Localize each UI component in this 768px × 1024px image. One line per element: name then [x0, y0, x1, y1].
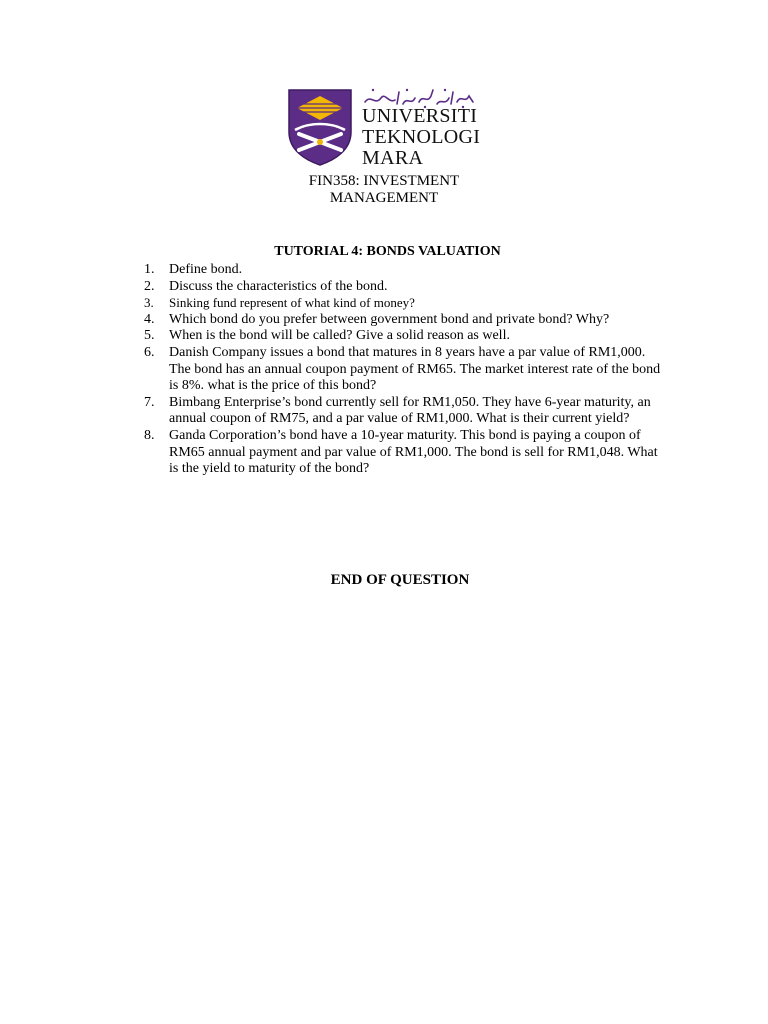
tutorial-title: TUTORIAL 4: BONDS VALUATION	[274, 244, 501, 259]
question-item	[144, 428, 664, 478]
question-number: 4.	[144, 311, 155, 327]
question-item	[144, 328, 664, 345]
question-number: 5.	[144, 328, 155, 344]
question-number: 8.	[144, 427, 155, 443]
question-item	[144, 395, 664, 428]
question-text: Which bond do you prefer between government bond and private bond? Why?	[169, 311, 610, 327]
question-number: 1.	[144, 262, 155, 277]
question-text: Discuss the characteristics of the bond.	[169, 278, 388, 294]
question-item	[144, 345, 664, 395]
course-title	[0, 173, 768, 207]
university-name	[362, 106, 480, 169]
uitm-logo	[287, 86, 482, 169]
end-of-question: END OF QUESTION	[330, 572, 470, 588]
question-item	[144, 279, 664, 296]
university-name-line-2: TEKNOLOGI	[362, 126, 481, 148]
question-text: Ganda Corporation’s bond have a 10-year maturity. This bond is paying a coupon of RM65 annual payment and par value of RM1,000. The bond is sell for RM1,048. What is the yield to maturity of the bond?	[169, 427, 658, 477]
course-title-line-1: FIN358: INVESTMENT	[308, 173, 460, 189]
question-number: 3.	[144, 295, 154, 311]
course-title-line-2: MANAGEMENT	[329, 190, 439, 206]
question-text: When is the bond will be called? Give a solid reason as well.	[169, 328, 510, 344]
question-text: Bimbang Enterprise’s bond currently sell for RM1,050. They have 6-year maturity, an annual coupon of RM75, and a par value of RM1,000. What is their current yield?	[169, 394, 651, 427]
question-list	[144, 262, 664, 478]
question-number: 2.	[144, 278, 155, 294]
question-text: Define bond.	[169, 262, 243, 277]
university-name-line-1: UNIVERSITI	[362, 105, 478, 127]
question-item	[144, 262, 664, 279]
question-text: Sinking fund represent of what kind of money?	[169, 295, 415, 311]
question-text: Danish Company issues a bond that matures in 8 years have a par value of RM1,000. The bond has an annual coupon payment of RM65. The market interest rate of the bond is 8%. what is the price of this bond?	[169, 344, 661, 394]
question-number: 6.	[144, 344, 155, 360]
university-name-line-3: MARA	[362, 147, 424, 169]
question-number: 7.	[144, 394, 155, 410]
question-item	[144, 312, 664, 329]
university-crest-icon	[287, 88, 353, 166]
question-item	[144, 295, 664, 312]
